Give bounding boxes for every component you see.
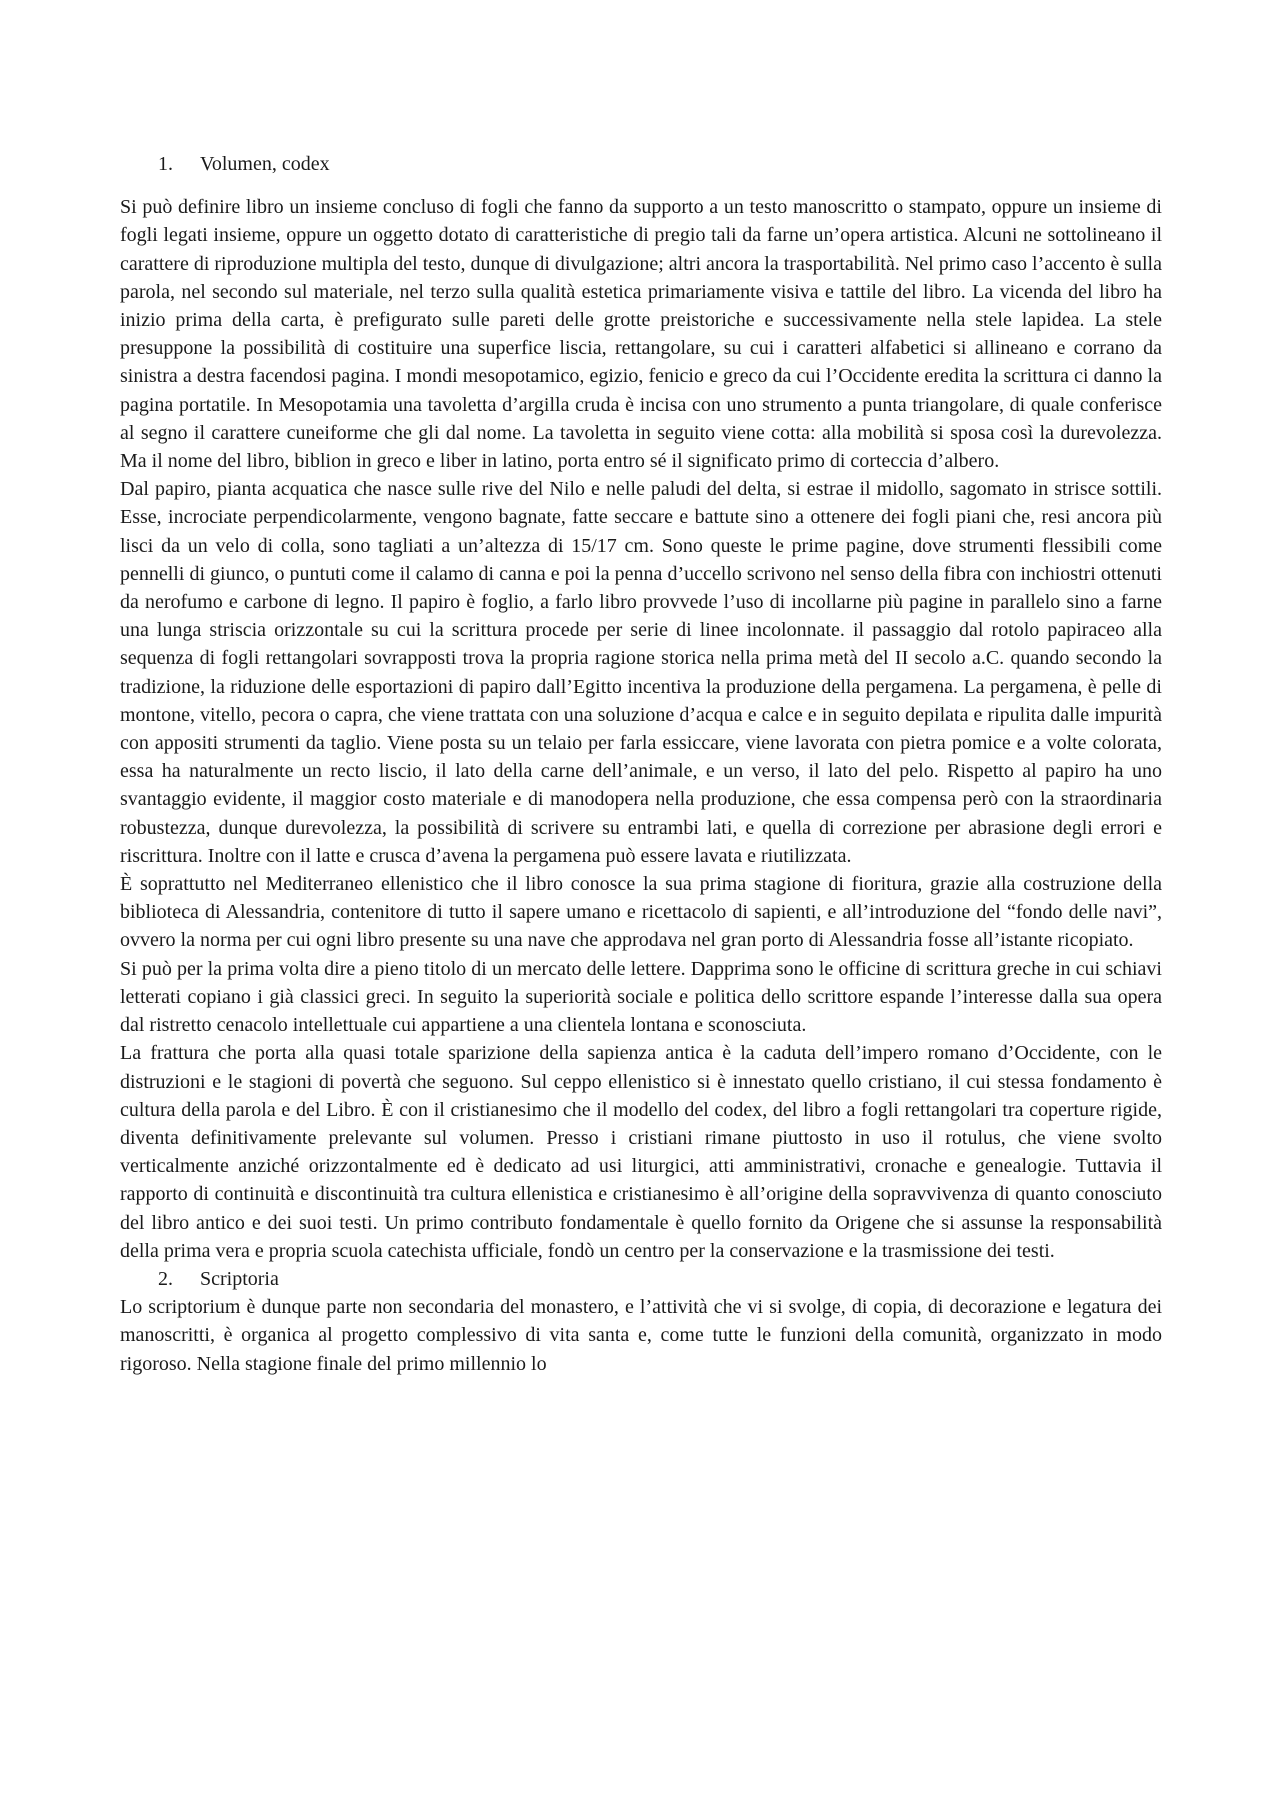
section-title: Scriptoria	[200, 1267, 279, 1290]
section-title: Volumen, codex	[200, 153, 330, 175]
paragraph-3: È soprattutto nel Mediterraneo ellenistico che il libro conosce la sua prima stagione di fioritura, grazie alla costruzione della biblioteca di Alessandria, contenitore di tutto il sapere umano e ricettacolo di sapienti, e all’introduzione del “fondo delle navi”, ovvero la norma per cui ogni libro presente su una nave che approdava nel gran porto di Alessandria fosse all’istante ricopiato.	[120, 873, 1162, 952]
paragraph-2: Dal papiro, pianta acquatica che nasce sulle rive del Nilo e nelle paludi del delta, si estrae il midollo, sagomato in strisce sottili. Esse, incrociate perpendicolarmente, vengono bagnate, fatte seccare e battute sino a ottenere dei fogli piani che, resi ancora più lisci da un velo di colla, sono tagliati a un’altezza di 15/17 cm. Sono queste le prime pagine, dove strumenti flessibili come pennelli di giunco, o puntuti come il calamo di canna e poi la penna d’uccello scrivono nel senso della fibra con inchiostri ottenuti da nerofumo e carbone di legno. Il papiro è foglio, a farlo libro provvede l’uso di incollarne più pagine in parallelo sino a farne una lunga striscia orizzontale su cui la scrittura procede per serie di linee incolonnate. il passaggio dal rotolo papiraceo alla sequenza di fogli rettangolari sovrapposti trova la propria ragione storica nella prima metà del II secolo a.C. quando secondo la tradizione, la riduzione delle esportazioni di papiro dall’Egitto incentiva la produzione della pergamena. La pergamena, è pelle di montone, vitello, pecora o capra, che viene trattata con una soluzione d’acqua e calce e in seguito depilata e ripulita dalle impurità con appositi strumenti da taglio. Viene posta su un telaio per farla essiccare, viene lavorata con pietra pomice e a volte colorata, essa ha naturalmente un recto liscio, il lato della carne dell’animale, e un verso, il lato del pelo. Rispetto al papiro ha uno svantaggio evidente, il maggior costo materiale e di manodopera nella produzione, che essa compensa però con la straordinaria robustezza, dunque durevolezza, la possibilità di scrivere su entrambi lati, e quella di correzione per abrasione degli errori e riscrittura. Inoltre con il latte e crusca d’avena la pergamena può essere lavata e riutilizzata.	[120, 478, 1162, 867]
paragraph-6: Lo scriptorium è dunque parte non secondaria del monastero, e l’attività che vi si svolge, di copia, di decorazione e legatura dei manoscritti, è organica al progetto complessivo di vita santa e, come tutte le funzioni della comunità, organizzato in modo rigoroso. Nella stagione finale del primo millennio lo	[120, 1296, 1162, 1375]
section-heading-scriptoria	[120, 1265, 1162, 1293]
section-number: 2.	[158, 1267, 173, 1290]
document-body	[120, 150, 1162, 1378]
paragraph-5: La frattura che porta alla quasi totale sparizione della sapienza antica è la caduta dell’impero romano d’Occidente, con le distruzioni e le stagioni di povertà che seguono. Sul ceppo ellenistico si è innestato quello cristiano, il cui stessa fondamento è cultura della parola e del Libro. È con il cristianesimo che il modello del codex, del libro a fogli rettangolari tra coperture rigide, diventa definitivamente prelevante sul volumen. Presso i cristiani rimane piuttosto in uso il rotulus, che viene svolto verticalmente anziché orizzontalmente ed è dedicato ad usi liturgici, atti amministrativi, cronache e genealogie. Tuttavia il rapporto di continuità e discontinuità tra cultura ellenistica e cristianesimo è all’origine della sopravvivenza di quanto conosciuto del libro antico e dei suoi testi. Un primo contributo fondamentale è quello fornito da Origene che si assunse la responsabilità della prima vera e propria scuola catechista ufficiale, fondò un centro per la conservazione e la trasmissione dei testi.	[120, 1042, 1162, 1262]
paragraph-1: Si può definire libro un insieme concluso di fogli che fanno da supporto a un testo manoscritto o stampato, oppure un insieme di fogli legati insieme, oppure un oggetto dotato di caratteristiche di pregio tali da farne un’opera artistica. Alcuni ne sottolineano il carattere di riproduzione multipla del testo, dunque di divulgazione; altri ancora la trasportabilità. Nel primo caso l’accento è sulla parola, nel secondo sul materiale, nel terzo sulla qualità estetica primariamente visiva e tattile del libro. La vicenda del libro ha inizio prima della carta, è prefigurato sulle pareti delle grotte preistoriche e successivamente nella stele lapidea. La stele presuppone la possibilità di costituire una superfice liscia, rettangolare, su cui i caratteri alfabetici si allineano e corrano da sinistra a destra facendosi pagina. I mondi mesopotamico, egizio, fenicio e greco da cui l’Occidente eredita la scrittura ci danno la pagina portatile. In Mesopotamia una tavoletta d’argilla cruda è incisa con uno strumento a punta triangolare, di quale conferisce al segno il carattere cuneiforme che gli dal nome. La tavoletta in seguito viene cotta: alla mobilità si sposa così la durevolezza. Ma il nome del libro, biblion in greco e liber in latino, porta entro sé il significato primo di corteccia d’albero.	[120, 196, 1162, 473]
paragraph-4: Si può per la prima volta dire a pieno titolo di un mercato delle lettere. Dapprima sono le officine di scrittura greche in cui schiavi letterati copiano i già classici greci. In seguito la superiorità sociale e politica dello scrittore espande l’interesse dalla sua opera dal ristretto cenacolo intellettuale cui appartiene a una clientela lontana e sconosciuta.	[120, 957, 1162, 1037]
section-heading-volumen-codex	[120, 150, 1162, 178]
section-number: 1.	[158, 153, 173, 175]
